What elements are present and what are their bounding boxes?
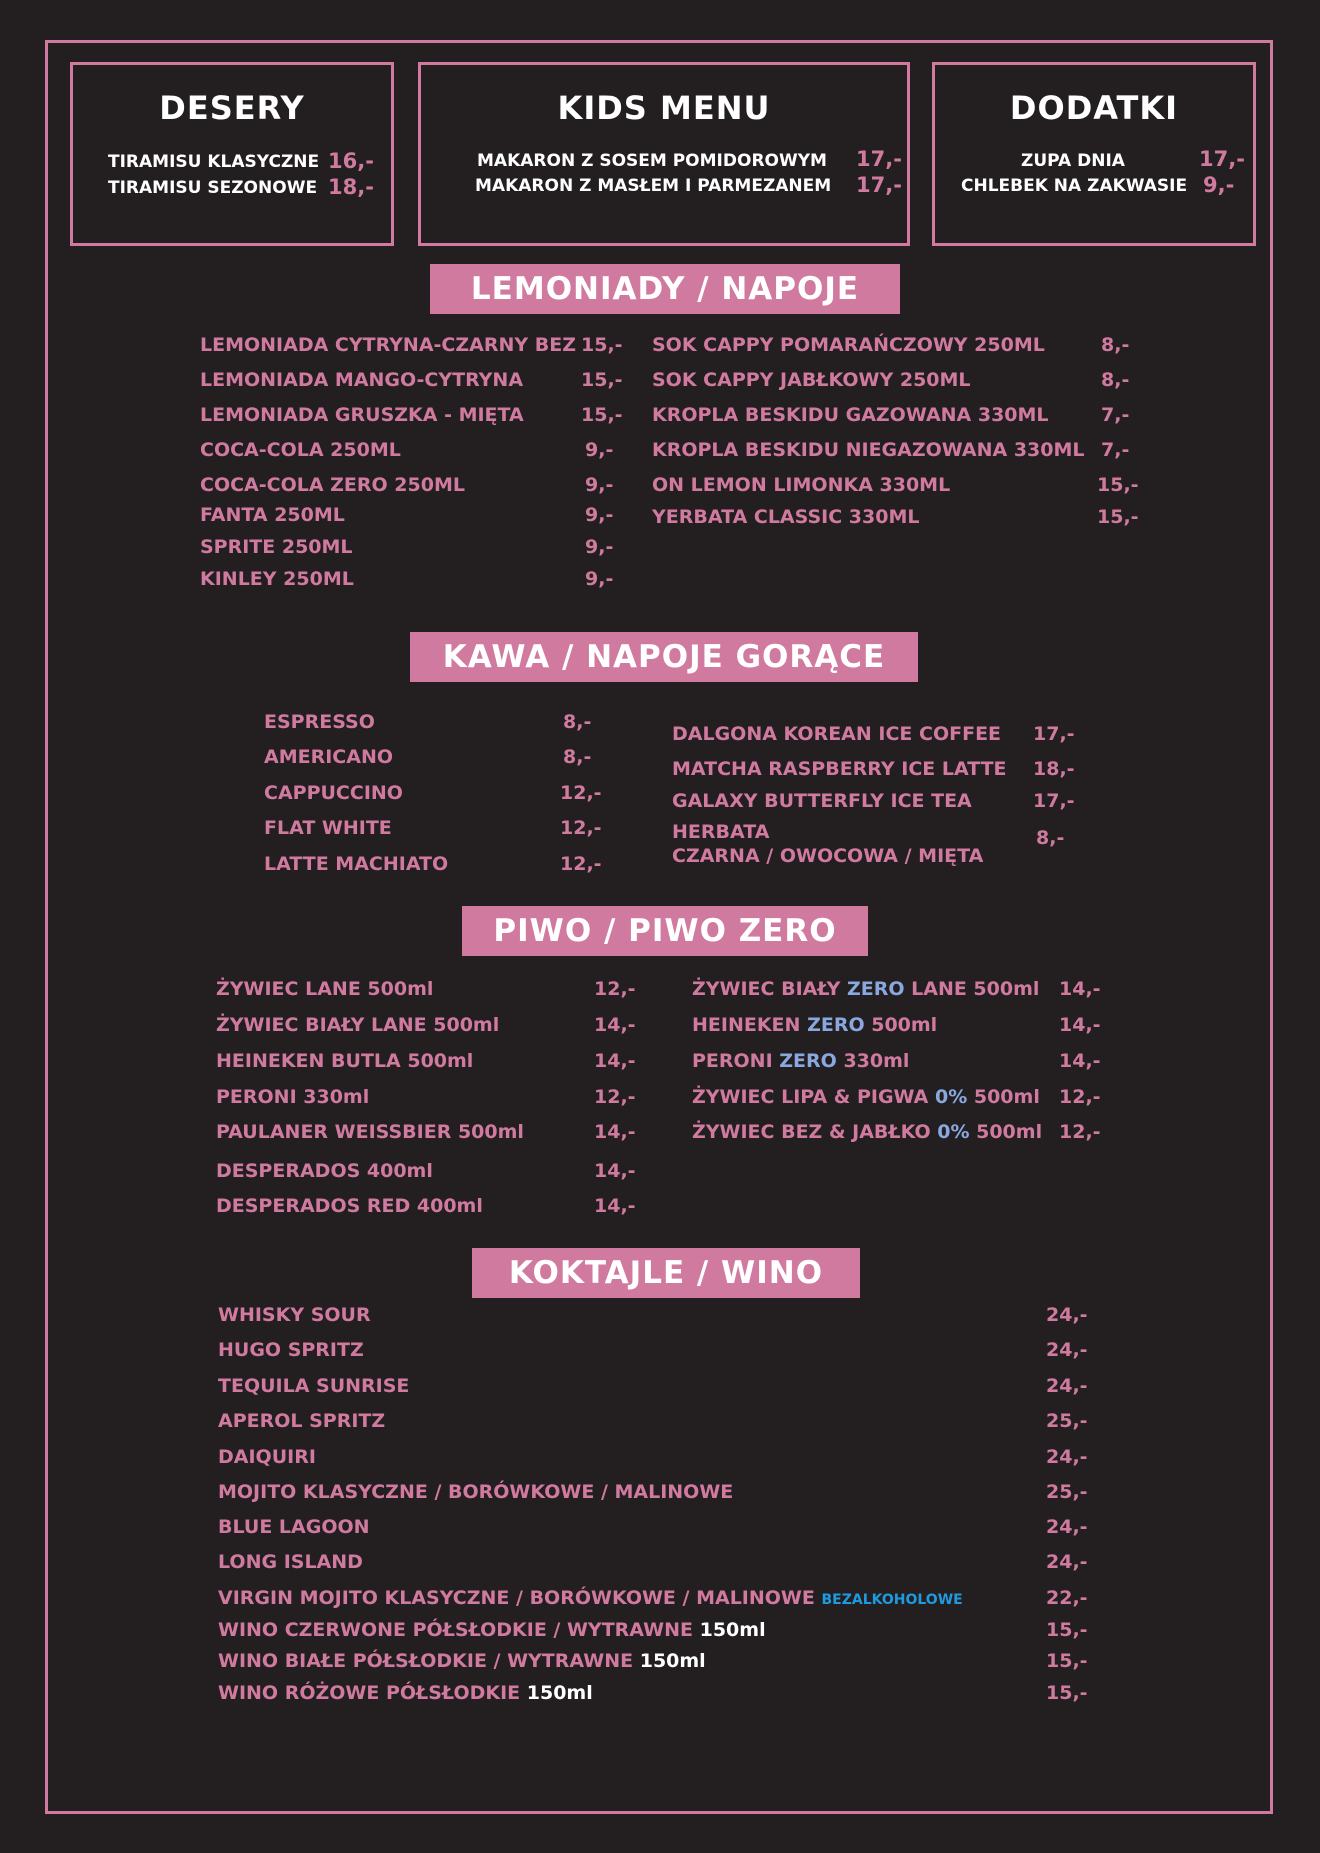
- beer-item: ŻYWIEC BIAŁY LANE 500ml: [216, 1014, 500, 1036]
- wine-item: WINO CZERWONE PÓŁSŁODKIE / WYTRAWNE 150ml: [218, 1619, 766, 1641]
- zero-beer-item: ŻYWIEC LIPA & PIGWA 0% 500ml: [692, 1086, 1040, 1108]
- drink-price: 15,-: [581, 404, 623, 426]
- dodatki-price: 9,-: [1203, 173, 1235, 197]
- zero-beer-price: 12,-: [1059, 1121, 1101, 1143]
- cocktail-price: 24,-: [1046, 1551, 1088, 1573]
- cocktail-price: 24,-: [1046, 1375, 1088, 1397]
- coffee-item: FLAT WHITE: [264, 817, 392, 839]
- cocktail-price: 24,-: [1046, 1446, 1088, 1468]
- coffee-item: HERBATA: [672, 821, 770, 843]
- wine-price: 15,-: [1046, 1619, 1088, 1641]
- desery-item: TIRAMISU KLASYCZNE: [108, 152, 320, 172]
- drink-item: SOK CAPPY POMARAŃCZOWY 250ML: [652, 334, 1045, 356]
- drink-item: ON LEMON LIMONKA 330ML: [652, 474, 951, 496]
- drink-item: KINLEY 250ML: [200, 568, 354, 590]
- beer-item: ŻYWIEC LANE 500ml: [216, 978, 434, 1000]
- coffee-item-subline: CZARNA / OWOCOWA / MIĘTA: [672, 845, 984, 867]
- drink-price: 8,-: [1101, 334, 1130, 356]
- drink-price: 7,-: [1101, 404, 1130, 426]
- beer-price: 12,-: [594, 978, 636, 1000]
- drink-item: LEMONIADA MANGO-CYTRYNA: [200, 369, 524, 391]
- coffee-item: GALAXY BUTTERFLY ICE TEA: [672, 790, 972, 812]
- zero-beer-item: ŻYWIEC BEZ & JABŁKO 0% 500ml: [692, 1121, 1043, 1143]
- kids-price: 17,-: [856, 173, 902, 197]
- drink-item: KROPLA BESKIDU NIEGAZOWANA 330ML: [652, 439, 1085, 461]
- zero-beer-item: HEINEKEN ZERO 500ml: [692, 1014, 938, 1036]
- zero-beer-price: 14,-: [1059, 1050, 1101, 1072]
- piwo-banner: PIWO / PIWO ZERO: [462, 906, 868, 956]
- drink-item: SPRITE 250ML: [200, 536, 353, 558]
- coffee-price: 18,-: [1033, 758, 1075, 780]
- drink-price: 8,-: [1101, 369, 1130, 391]
- drink-price: 9,-: [585, 568, 614, 590]
- cocktail-price: 24,-: [1046, 1304, 1088, 1326]
- coffee-price: 12,-: [560, 853, 602, 875]
- drink-price: 15,-: [581, 369, 623, 391]
- kids-title: KIDS MENU: [557, 89, 771, 127]
- dodatki-price: 17,-: [1199, 147, 1245, 171]
- drink-price: 15,-: [1097, 506, 1139, 528]
- coffee-item: CAPPUCCINO: [264, 782, 403, 804]
- dodatki-title: DODATKI: [1009, 89, 1179, 127]
- cocktail-item: MOJITO KLASYCZNE / BORÓWKOWE / MALINOWE: [218, 1481, 734, 1503]
- beer-price: 14,-: [594, 1195, 636, 1217]
- drink-price: 9,-: [585, 439, 614, 461]
- wine-item: WINO RÓŻOWE PÓŁSŁODKIE 150ml: [218, 1682, 593, 1704]
- drink-item: FANTA 250ML: [200, 504, 345, 526]
- coffee-item: DALGONA KOREAN ICE COFFEE: [672, 723, 1002, 745]
- cocktail-price: 22,-: [1046, 1587, 1088, 1609]
- cocktail-item: DAIQUIRI: [218, 1446, 316, 1468]
- cocktail-item: LONG ISLAND: [218, 1551, 363, 1573]
- drink-price: 9,-: [585, 474, 614, 496]
- beer-item: PAULANER WEISSBIER 500ml: [216, 1121, 524, 1143]
- kawa-banner: KAWA / NAPOJE GORĄCE: [410, 632, 918, 682]
- drink-item: COCA-COLA 250ML: [200, 439, 401, 461]
- coffee-price: 12,-: [560, 782, 602, 804]
- desery-title: DESERY: [159, 89, 305, 127]
- drink-item: KROPLA BESKIDU GAZOWANA 330ML: [652, 404, 1049, 426]
- dodatki-box: [932, 62, 1256, 246]
- drink-item: LEMONIADA GRUSZKA - MIĘTA: [200, 404, 524, 426]
- beer-price: 12,-: [594, 1086, 636, 1108]
- drink-price: 15,-: [1097, 474, 1139, 496]
- cocktail-item: APEROL SPRITZ: [218, 1410, 386, 1432]
- beer-price: 14,-: [594, 1121, 636, 1143]
- drink-item: SOK CAPPY JABŁKOWY 250ML: [652, 369, 971, 391]
- cocktail-price: 24,-: [1046, 1339, 1088, 1361]
- wine-price: 15,-: [1046, 1650, 1088, 1672]
- non-alcoholic-note: BEZALKOHOLOWE: [821, 1592, 963, 1608]
- coffee-item: MATCHA RASPBERRY ICE LATTE: [672, 758, 1007, 780]
- drink-price: 9,-: [585, 504, 614, 526]
- desery-price: 18,-: [328, 175, 374, 199]
- zero-beer-item: PERONI ZERO 330ml: [692, 1050, 910, 1072]
- beer-price: 14,-: [594, 1014, 636, 1036]
- kids-item: MAKARON Z SOSEM POMIDOROWYM: [477, 151, 827, 171]
- cocktail-price: 24,-: [1046, 1516, 1088, 1538]
- cocktail-item: WHISKY SOUR: [218, 1304, 371, 1326]
- desery-item: TIRAMISU SEZONOWE: [108, 178, 318, 198]
- coffee-price: 8,-: [563, 711, 592, 733]
- drink-item: COCA-COLA ZERO 250ML: [200, 474, 465, 496]
- zero-beer-price: 14,-: [1059, 978, 1101, 1000]
- zero-beer-item: ŻYWIEC BIAŁY ZERO LANE 500ml: [692, 978, 1040, 1000]
- coffee-price: 8,-: [563, 746, 592, 768]
- coffee-price: 12,-: [560, 817, 602, 839]
- cocktail-item: VIRGIN MOJITO KLASYCZNE / BORÓWKOWE / MALINOWE BEZALKOHOLOWE: [218, 1587, 963, 1609]
- kids-price: 17,-: [856, 147, 902, 171]
- beer-item: DESPERADOS RED 400ml: [216, 1195, 483, 1217]
- wine-price: 15,-: [1046, 1682, 1088, 1704]
- wine-item: WINO BIAŁE PÓŁSŁODKIE / WYTRAWNE 150ml: [218, 1650, 706, 1672]
- cocktail-price: 25,-: [1046, 1410, 1088, 1432]
- kids-menu-box: [418, 62, 910, 246]
- dodatki-item: CHLEBEK NA ZAKWASIE: [961, 176, 1188, 196]
- cocktail-item: TEQUILA SUNRISE: [218, 1375, 410, 1397]
- dodatki-item: ZUPA DNIA: [1021, 151, 1125, 171]
- cocktail-item: HUGO SPRITZ: [218, 1339, 364, 1361]
- beer-item: HEINEKEN BUTLA 500ml: [216, 1050, 474, 1072]
- zero-beer-price: 14,-: [1059, 1014, 1101, 1036]
- coffee-item: LATTE MACHIATO: [264, 853, 449, 875]
- coffee-price: 8,-: [1036, 827, 1065, 849]
- desery-box: [70, 62, 394, 246]
- coffee-item: ESPRESSO: [264, 711, 375, 733]
- coffee-item: AMERICANO: [264, 746, 393, 768]
- beer-price: 14,-: [594, 1050, 636, 1072]
- cocktail-price: 25,-: [1046, 1481, 1088, 1503]
- kids-item: MAKARON Z MASŁEM I PARMEZANEM: [475, 176, 832, 196]
- coffee-price: 17,-: [1033, 790, 1075, 812]
- drink-item: LEMONIADA CYTRYNA-CZARNY BEZ: [200, 334, 576, 356]
- zero-beer-price: 12,-: [1059, 1086, 1101, 1108]
- drink-price: 7,-: [1101, 439, 1130, 461]
- beer-item: PERONI 330ml: [216, 1086, 370, 1108]
- desery-price: 16,-: [328, 149, 374, 173]
- beer-item: DESPERADOS 400ml: [216, 1160, 433, 1182]
- drink-item: YERBATA CLASSIC 330ML: [652, 506, 920, 528]
- coffee-price: 17,-: [1033, 723, 1075, 745]
- koktajle-banner: KOKTAJLE / WINO: [472, 1248, 860, 1298]
- drink-price: 9,-: [585, 536, 614, 558]
- lemoniady-banner: LEMONIADY / NAPOJE: [430, 264, 900, 314]
- drink-price: 15,-: [581, 334, 623, 356]
- cocktail-item: BLUE LAGOON: [218, 1516, 370, 1538]
- beer-price: 14,-: [594, 1160, 636, 1182]
